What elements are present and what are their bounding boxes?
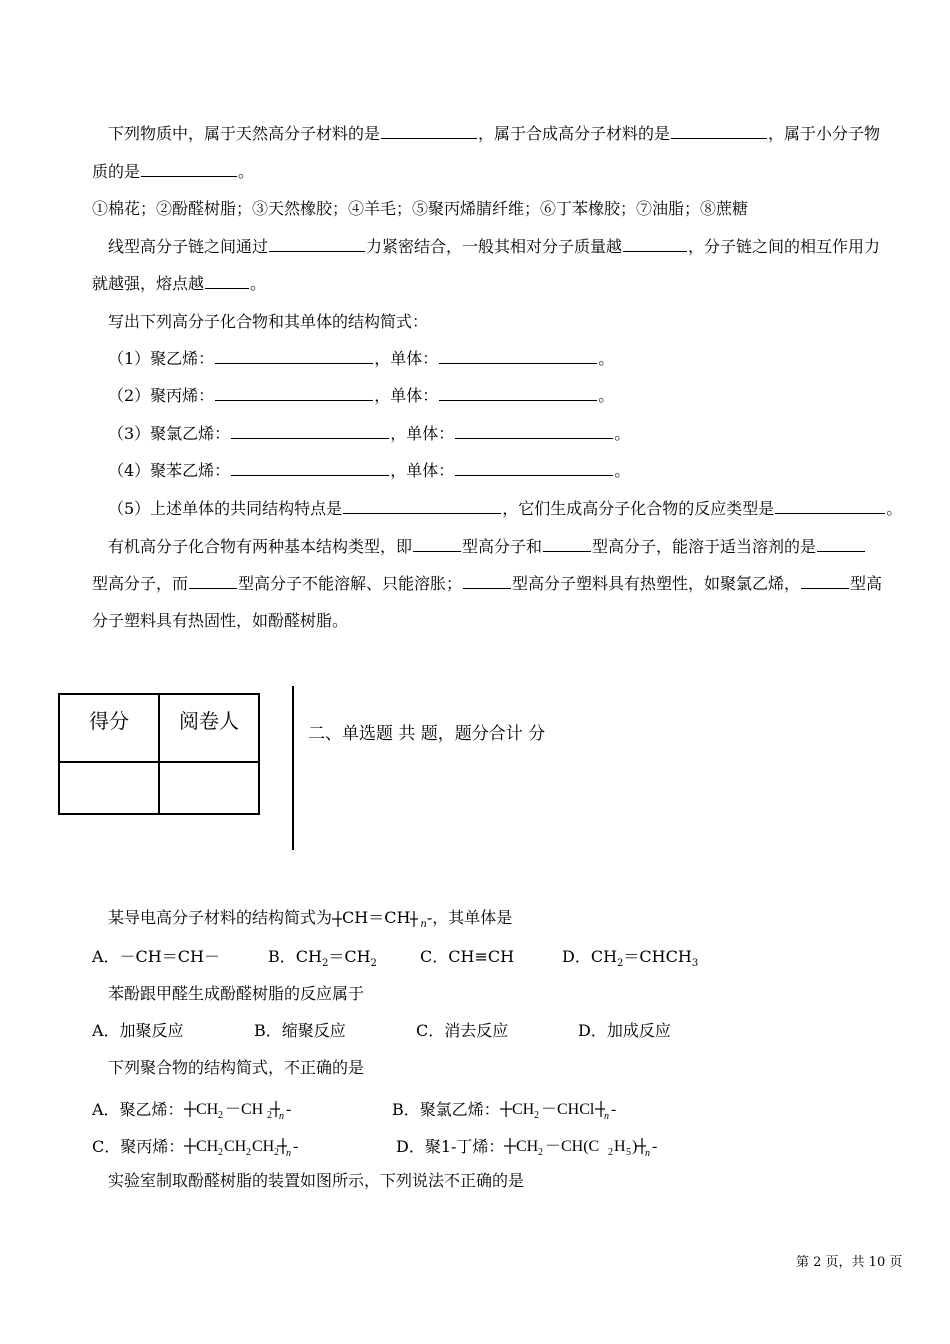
- item-mid: ，单体：: [390, 461, 455, 480]
- item-mid: ，单体：: [390, 424, 455, 443]
- answer-blank[interactable]: [801, 574, 849, 589]
- option-b-text: B．CH: [268, 947, 322, 966]
- option-b-text: ＝CH: [328, 947, 371, 966]
- item-mid: ，单体：: [374, 386, 439, 405]
- svg-text:2: 2: [608, 1147, 614, 1158]
- q4-line2: [92, 574, 882, 594]
- svg-text:CH: CH: [516, 1138, 539, 1155]
- answer-blank[interactable]: [269, 237, 365, 252]
- q2-line1: [108, 237, 880, 257]
- svg-text:5: 5: [626, 1147, 632, 1158]
- option-c[interactable]: [92, 1134, 334, 1158]
- svg-text:－CH: －CH: [224, 1101, 263, 1118]
- svg-text:n: n: [645, 1148, 651, 1158]
- svg-text:n: n: [278, 1111, 284, 1121]
- q2-text: 就越强，熔点越: [92, 274, 205, 293]
- item-end: 。: [598, 386, 615, 405]
- score-box: [58, 693, 260, 815]
- answer-blank[interactable]: [543, 537, 591, 552]
- answer-blank[interactable]: [775, 499, 885, 514]
- option-a[interactable]: A．加聚反应: [92, 1021, 184, 1040]
- item-mid: ，单体：: [374, 349, 439, 368]
- q3-intro: 写出下列高分子化合物和其单体的结构简式：: [108, 312, 429, 331]
- option-b-label: B．聚氯乙烯：: [392, 1100, 500, 1119]
- svg-text:CH: CH: [196, 1138, 219, 1155]
- svg-text:CH: CH: [195, 1101, 218, 1118]
- item-label: （1）聚乙烯：: [108, 349, 215, 368]
- svg-text:－CH(C: －CH(C: [545, 1138, 600, 1155]
- item-label: （4）聚苯乙烯：: [108, 461, 231, 480]
- svg-text:n: n: [286, 1148, 292, 1158]
- q4-text: 型高分子，而: [92, 574, 189, 593]
- svg-text:CH: CH: [511, 1101, 534, 1118]
- q3-item-4: [108, 461, 630, 481]
- q1-text: 下列物质中，属于天然高分子材料的是: [108, 124, 381, 143]
- svg-text:CH: CH: [252, 1138, 275, 1155]
- subscript: 2: [321, 958, 329, 969]
- answer-blank[interactable]: [231, 461, 389, 476]
- q4-text: 型高分子塑料具有热塑性，如聚氯乙烯，: [512, 574, 801, 593]
- polypropylene-formula: [184, 1134, 334, 1158]
- svg-text:2: 2: [533, 1110, 539, 1121]
- q4-text: 型高分子，能溶于适当溶剂的是: [592, 537, 817, 556]
- answer-blank[interactable]: [231, 424, 389, 439]
- q1-text: 。: [238, 162, 255, 181]
- q3-item-3: [108, 424, 630, 444]
- item-end: 。: [598, 349, 615, 368]
- item-label: （5）上述单体的共同结构特点是: [108, 499, 343, 518]
- q1-text: 质的是: [92, 162, 141, 181]
- svg-text:): ): [632, 1138, 638, 1155]
- svg-text:-: -: [293, 1138, 299, 1155]
- q4-text: 型高分子和: [462, 537, 543, 556]
- answer-blank[interactable]: [439, 386, 597, 401]
- svg-text:-: -: [285, 1101, 291, 1118]
- page-number: 第 2 页，共 10 页: [796, 1255, 903, 1270]
- polybutene-formula: [504, 1134, 674, 1158]
- option-a-label: A．聚乙烯：: [92, 1100, 184, 1119]
- answer-blank[interactable]: [215, 386, 373, 401]
- subscript: 2: [370, 958, 377, 969]
- bracket-close-icon: [410, 909, 420, 929]
- option-b[interactable]: B．缩聚反应: [254, 1021, 346, 1040]
- answer-blank[interactable]: [215, 349, 373, 364]
- answer-blank[interactable]: [463, 574, 511, 589]
- option-d[interactable]: [562, 947, 698, 967]
- answer-blank[interactable]: [343, 499, 501, 514]
- section-title: 二、单选题 共 题，题分合计 分: [308, 724, 546, 744]
- answer-blank[interactable]: [671, 124, 767, 139]
- svg-text:2: 2: [538, 1147, 544, 1158]
- answer-blank[interactable]: [455, 424, 613, 439]
- option-a[interactable]: A．－CH＝CH－: [92, 947, 220, 966]
- q2-text: 线型高分子链之间通过: [108, 237, 269, 256]
- score-header: 得分: [59, 694, 159, 762]
- mc-q3-stem: 下列聚合物的结构简式，不正确的是: [108, 1058, 365, 1077]
- subscript: 3: [691, 958, 699, 969]
- svg-text:n: n: [603, 1111, 609, 1121]
- answer-blank[interactable]: [381, 124, 477, 139]
- svg-text:2: 2: [218, 1147, 224, 1158]
- item-mid: ，它们生成高分子化合物的反应类型是: [502, 499, 775, 518]
- option-c-label: C．聚丙烯：: [92, 1137, 185, 1156]
- option-b[interactable]: [392, 1097, 650, 1121]
- grader-header: 阅卷人: [159, 694, 259, 762]
- q1-options: ①棉花；②酚醛树脂；③天然橡胶；④羊毛；⑤聚丙烯腈纤维；⑥丁苯橡胶；⑦油脂；⑧蔗糖: [92, 199, 749, 218]
- svg-text:H: H: [614, 1138, 626, 1155]
- item-end: 。: [614, 424, 631, 443]
- bracket-open-icon: [332, 909, 342, 929]
- answer-blank[interactable]: [141, 162, 237, 177]
- option-a[interactable]: [92, 1097, 364, 1121]
- pvc-formula: [500, 1097, 650, 1121]
- item-label: （3）聚氯乙烯：: [108, 424, 231, 443]
- option-b[interactable]: [268, 947, 377, 967]
- answer-blank[interactable]: [205, 274, 249, 289]
- svg-text:2: 2: [217, 1110, 223, 1121]
- svg-text:2: 2: [274, 1147, 280, 1158]
- option-d[interactable]: D．加成反应: [578, 1021, 671, 1040]
- grader-cell[interactable]: [159, 762, 259, 814]
- q1-line1: [108, 124, 880, 144]
- svg-text:－CHCl: －CHCl: [540, 1101, 595, 1118]
- subscript: 2: [617, 958, 624, 969]
- item-end: 。: [614, 461, 631, 480]
- q2-line2: [92, 274, 266, 294]
- answer-blank[interactable]: [817, 537, 865, 552]
- q2-text: ，分子链之间的相互作用力: [688, 237, 881, 256]
- option-c[interactable]: C．消去反应: [416, 1021, 509, 1040]
- mc-q1-stem: [108, 908, 512, 928]
- q4-line1: [108, 537, 866, 557]
- svg-text:CH: CH: [224, 1138, 247, 1155]
- q2-text: 力紧密结合，一般其相对分子质量越: [366, 237, 623, 256]
- answer-blank[interactable]: [413, 537, 461, 552]
- mc-q4-stem: 实验室制取酚醛树脂的装置如图所示，下列说法不正确的是: [108, 1171, 525, 1190]
- option-d-text: ＝CHCH: [623, 947, 692, 966]
- stem-text: -，其单体是: [426, 908, 513, 927]
- formula: CH＝CH: [342, 908, 411, 927]
- svg-text:2: 2: [266, 1110, 272, 1121]
- item-end: 。: [886, 499, 903, 518]
- option-d-text: D．CH: [562, 947, 618, 966]
- mc-q2-stem: 苯酚跟甲醛生成酚醛树脂的反应属于: [108, 984, 365, 1003]
- option-c[interactable]: C．CH≡CH: [420, 947, 515, 966]
- answer-blank[interactable]: [623, 237, 687, 252]
- q1-line2: [92, 162, 254, 182]
- polyethylene-formula: [184, 1097, 364, 1121]
- q3-item-2: [108, 386, 614, 406]
- q4-text: 型高分子不能溶解、只能溶胀；: [238, 574, 463, 593]
- item-label: （2）聚丙烯：: [108, 386, 215, 405]
- q2-text: 。: [250, 274, 267, 293]
- q3-item-5: [108, 499, 902, 519]
- q4-text: 有机高分子化合物有两种基本结构类型，即: [108, 537, 413, 556]
- subscript-n: n: [420, 919, 427, 930]
- section-divider: [292, 686, 294, 850]
- answer-blank[interactable]: [189, 574, 237, 589]
- stem-text: 某导电高分子材料的结构简式为: [108, 908, 333, 927]
- answer-blank[interactable]: [439, 349, 597, 364]
- option-d-label: D．聚1-丁烯：: [396, 1137, 505, 1156]
- q1-text: ，属于合成高分子材料的是: [478, 124, 671, 143]
- q1-text: ，属于小分子物: [768, 124, 881, 143]
- svg-text:-: -: [652, 1138, 658, 1155]
- answer-blank[interactable]: [455, 461, 613, 476]
- svg-text:2: 2: [246, 1147, 252, 1158]
- svg-text:-: -: [610, 1101, 617, 1118]
- q3-item-1: [108, 349, 614, 369]
- q4-text: 型高: [850, 574, 883, 593]
- q4-line3: 分子塑料具有热固性，如酚醛树脂。: [92, 611, 349, 630]
- score-cell[interactable]: [59, 762, 159, 814]
- option-d[interactable]: [396, 1134, 674, 1158]
